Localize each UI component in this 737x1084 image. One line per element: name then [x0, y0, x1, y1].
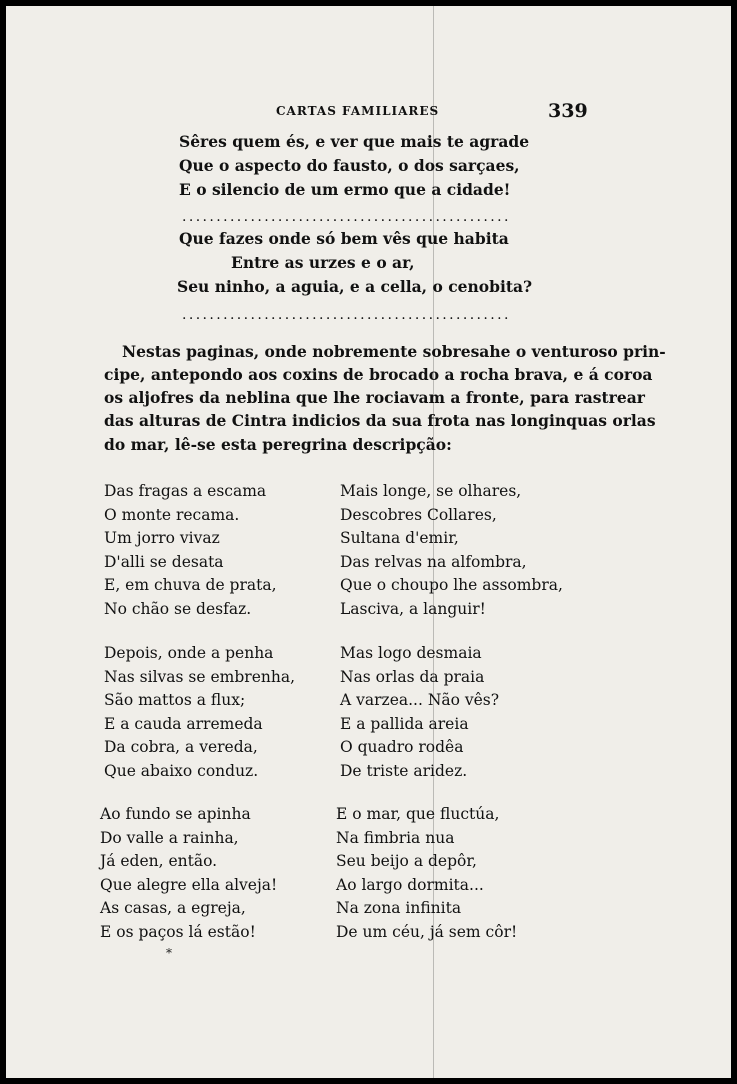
poem-stanza-right-3	[336, 803, 517, 944]
prose-line: das alturas de Cintra indicios da sua frota nas longinquas orlas	[104, 411, 656, 430]
poem-line: D'alli se desata	[104, 552, 224, 571]
poem-line: Lasciva, a languir!	[340, 599, 486, 618]
poem-line: Nas orlas da praia	[340, 667, 485, 686]
poem-line: E os paços lá estão!	[100, 922, 256, 941]
poem-line: Das relvas na alfombra,	[340, 552, 527, 571]
verse-line: Seu ninho, a aguia, e a cella, o cenobita?	[177, 277, 533, 296]
poem-line: Do valle a rainha,	[100, 828, 239, 847]
prose-line: cipe, antepondo aos coxins de brocado a rocha brava, e á coroa	[104, 365, 653, 384]
poem-line: E o mar, que fluctúa,	[336, 805, 500, 823]
ellipsis-rule: ................................................	[182, 209, 511, 225]
poem-stanza-right-2	[340, 642, 499, 783]
poem-line: Que o choupo lhe assombra,	[340, 576, 563, 594]
running-title: CARTAS FAMILIARES	[276, 104, 440, 118]
poem-line: As casas, a egreja,	[100, 899, 246, 917]
poem-line: Na zona infinita	[336, 899, 462, 917]
poem-line: De triste aridez.	[340, 761, 468, 780]
poem-line: Na fimbria nua	[336, 828, 455, 847]
poem-line: O quadro rodêa	[340, 738, 464, 756]
prose-line: os aljofres da neblina que lhe rociavam a fronte, para rastrear	[104, 388, 645, 407]
verse-line: E o silencio de um ermo que a cidade!	[179, 180, 511, 199]
verse-line: Que o aspecto do fausto, o dos sarçaes,	[179, 156, 520, 175]
poem-stanza-left-3	[100, 803, 277, 944]
poem-stanza-right-1	[340, 480, 563, 621]
poem-stanza-left-2	[104, 642, 295, 783]
verse-line: Sêres quem és, e ver que mais te agrade	[179, 132, 530, 151]
poem-line: Ao fundo se apinha	[100, 805, 251, 823]
poem-line: Descobres Collares,	[340, 505, 497, 524]
poem-line: De um céu, já sem côr!	[336, 922, 518, 941]
prose-line: Nestas paginas, onde nobremente sobresahe o venturoso prin-	[122, 342, 666, 361]
poem-line: Já eden, então.	[100, 852, 218, 870]
poem-line: Sultana d'emir,	[340, 529, 459, 547]
poem-stanza-left-1	[104, 480, 277, 621]
prose-line: do mar, lê-se esta peregrina descripção:	[104, 435, 452, 454]
poem-line: No chão se desfaz.	[104, 599, 252, 618]
poem-line: Que alegre ella alveja!	[100, 875, 278, 894]
poem-line: Mas logo desmaia	[340, 644, 482, 662]
poem-line: Depois, onde a penha	[104, 644, 274, 662]
poem-line: Mais longe, se olhares,	[340, 482, 522, 500]
poem-line: Que abaixo conduz.	[104, 761, 259, 780]
poem-line: Ao largo dormita...	[336, 875, 484, 894]
poem-line: Um jorro vivaz	[104, 529, 220, 547]
poem-line: São mattos a flux;	[104, 691, 246, 709]
verse-line: Que fazes onde só bem vês que habita	[179, 229, 509, 248]
poem-line: E a pallida areia	[340, 714, 469, 733]
running-head	[6, 100, 731, 124]
poem-line: Das fragas a escama	[104, 482, 267, 500]
book-page	[6, 6, 731, 1078]
page-number: 339	[548, 100, 588, 122]
verse-line: Entre as urzes e o ar,	[231, 253, 415, 272]
ellipsis-rule: ................................................	[182, 307, 511, 323]
poem-line: Nas silvas se embrenha,	[104, 667, 295, 686]
poem-line: Da cobra, a vereda,	[104, 738, 258, 756]
poem-line: A varzea... Não vês?	[340, 691, 500, 709]
asterisk-ornament: *	[166, 946, 172, 960]
poem-line: O monte recama.	[104, 505, 240, 524]
poem-line: E a cauda arremeda	[104, 714, 263, 733]
poem-line: E, em chuva de prata,	[104, 576, 277, 594]
poem-line: Seu beijo a depôr,	[336, 852, 477, 870]
